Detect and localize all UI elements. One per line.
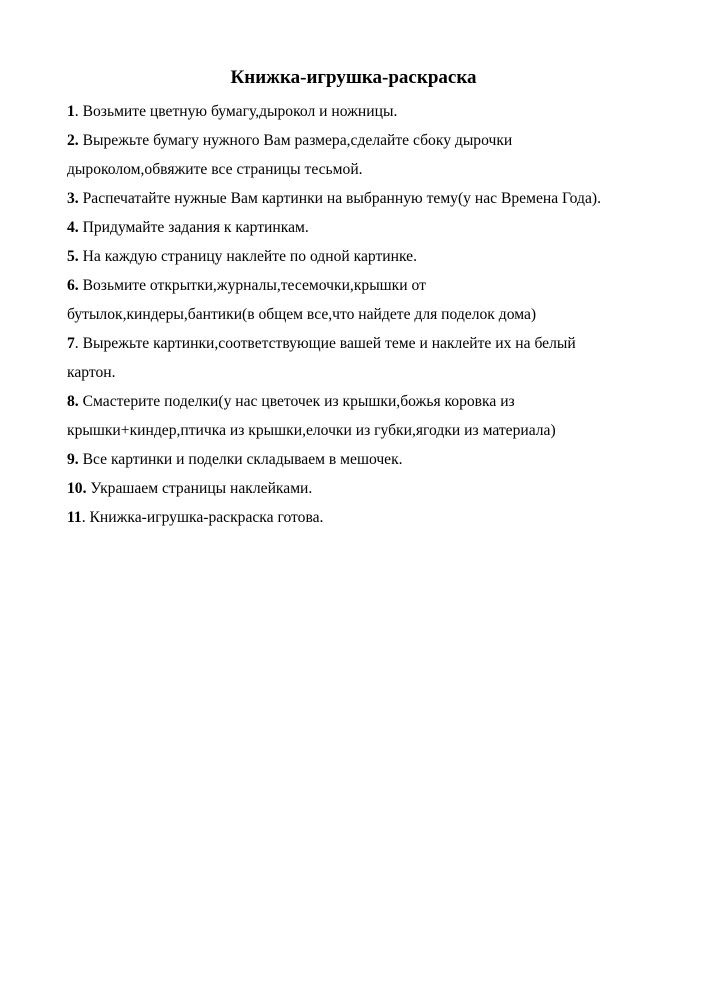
step-4-line-1	[67, 213, 677, 242]
step-8-line-1	[67, 387, 677, 416]
step-number: 3.	[67, 190, 79, 207]
step-1-line-1	[67, 97, 677, 126]
step-8-line-2	[67, 416, 677, 445]
step-9-line-1	[67, 445, 677, 474]
step-11-line-1	[67, 503, 677, 532]
step-6-line-1	[67, 271, 677, 300]
step-text: Возьмите цветную бумагу,дырокол и ножницы.	[82, 103, 398, 120]
step-3-line-1	[67, 184, 677, 213]
page-title: Книжка-игрушка-раскраска	[230, 67, 477, 88]
step-number: 4.	[67, 219, 79, 236]
step-separator: .	[74, 103, 83, 120]
step-number: 1	[67, 103, 75, 120]
step-text: Вырежьте картинки,соответствующие вашей теме и наклейте их на белый	[82, 335, 576, 352]
step-number: 10.	[67, 480, 87, 497]
step-number: 6.	[67, 277, 79, 294]
step-text: Придумайте задания к картинкам.	[82, 219, 309, 236]
step-text: Смастерите поделки(у нас цветочек из крышки,божья коровка из	[82, 393, 515, 410]
step-2-line-2	[67, 155, 677, 184]
step-number: 7	[67, 335, 75, 352]
steps-list	[67, 97, 677, 532]
step-number: 8.	[67, 393, 79, 410]
step-number: 11	[67, 509, 82, 526]
step-text: Украшаем страницы наклейками.	[90, 480, 313, 497]
step-text: Вырежьте бумагу нужного Вам размера,сделайте сбоку дырочки	[82, 132, 513, 149]
step-10-line-1	[67, 474, 677, 503]
step-text: Возьмите открытки,журналы,тесемочки,крышки от	[82, 277, 426, 294]
step-text: Книжка-игрушка-раскраска готова.	[89, 509, 324, 526]
step-7-line-2	[67, 358, 677, 387]
step-separator: .	[74, 335, 83, 352]
step-text: бутылок,киндеры,бантики(в общем все,что найдете для поделок дома)	[67, 306, 537, 323]
step-text: Распечатайте нужные Вам картинки на выбранную тему(у нас Времена Года).	[82, 190, 601, 207]
step-text: картон.	[67, 364, 116, 381]
step-6-line-2	[67, 300, 677, 329]
step-separator: .	[81, 509, 90, 526]
step-number: 5.	[67, 248, 79, 265]
step-text: На каждую страницу наклейте по одной картинке.	[82, 248, 417, 265]
step-5-line-1	[67, 242, 677, 271]
step-7-line-1	[67, 329, 677, 358]
step-2-line-1	[67, 126, 677, 155]
step-text: дыроколом,обвяжите все страницы тесьмой.	[67, 161, 363, 178]
step-number: 2.	[67, 132, 79, 149]
step-number: 9.	[67, 451, 79, 468]
step-text: Все картинки и поделки складываем в мешочек.	[82, 451, 403, 468]
step-text: крышки+киндер,птичка из крышки,елочки из губки,ягодки из материала)	[67, 422, 556, 439]
